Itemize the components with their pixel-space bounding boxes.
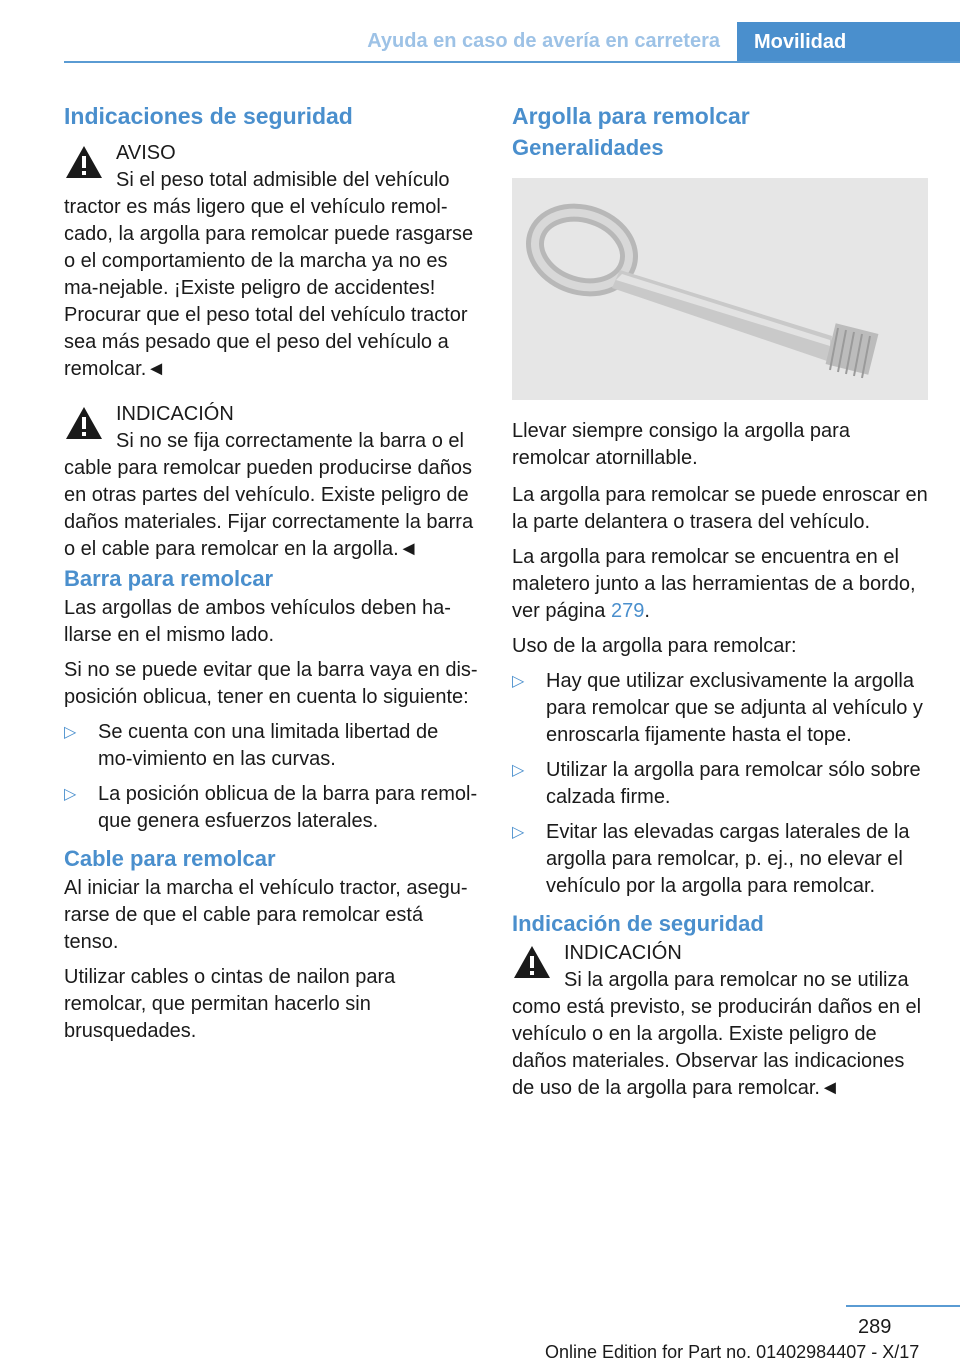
list-item — [512, 757, 930, 811]
tow-hook-illustration — [512, 178, 928, 400]
warning-text: Si no se fija correctamente la barra o el cable para remolcar pueden producirse daños en otras partes del vehículo. Existe peligro de daños materiales. Fijar correctamente la barra o el cable para remolcar en la argolla.◄ — [64, 430, 474, 560]
list-item-text: La posición oblicua de la barra para remol-que genera esfuerzos laterales. — [98, 783, 478, 832]
list-item — [512, 819, 930, 900]
generalidades-paragraph — [512, 544, 930, 625]
tow-hook-image — [512, 178, 928, 400]
triangle-bullet-icon: ▷ — [64, 786, 77, 803]
triangle-bullet-icon: ▷ — [512, 673, 525, 690]
warning-text: Si el peso total admisible del vehículo tractor es más ligero que el vehículo remol-cado, la argolla para remolcar puede rasgarse o el comportamiento de la marcha ya no es ma-nejable. ¡Existe peligro de accidentes! Procurar que el peso total del vehículo tractor sea más pesado que el peso del vehículo a remolcar.◄ — [64, 169, 474, 380]
warning-block-indicacion — [512, 940, 930, 1102]
header-section-title: Ayuda en caso de avería en carretera — [367, 30, 720, 52]
generalidades-heading: Generalidades — [512, 135, 664, 160]
edition-note: Online Edition for Part no. 01402984407 - X/17 — [545, 1342, 920, 1362]
triangle-bullet-icon: ▷ — [64, 724, 77, 741]
warning-label: AVISO — [116, 142, 176, 164]
generalidades-paragraph: Llevar siempre consigo la argolla para remolcar atornillable. — [512, 420, 850, 469]
warning-block-indicacion — [64, 401, 478, 563]
list-item — [512, 668, 930, 749]
list-item-text: Se cuenta con una limitada libertad de mo-vimiento en las curvas. — [98, 721, 439, 770]
cable-paragraph: Utilizar cables o cintas de nailon para remolcar, que permitan hacerlo sin brusquedades. — [64, 966, 396, 1042]
paragraph-text: La argolla para remolcar se encuentra en el maletero junto a las herramientas de a bordo, ver página — [512, 546, 916, 622]
warning-triangle-icon — [64, 144, 104, 180]
cable-heading: Cable para remolcar — [64, 846, 276, 871]
generalidades-paragraph: La argolla para remolcar se puede enroscar en la parte delantera o trasera del vehículo. — [512, 484, 928, 533]
triangle-bullet-icon: ▷ — [512, 824, 525, 841]
warning-block-aviso — [64, 140, 478, 383]
list-item — [64, 781, 478, 835]
warning-text: Si la argolla para remolcar no se utiliza como está previsto, se producirán daños en el vehículo o en la argolla. Existe peligro de daños materiales. Observar las indicaciones de uso de la argolla para remolcar.◄ — [512, 969, 922, 1099]
argolla-heading: Argolla para remolcar — [512, 103, 750, 129]
footer-rule — [846, 1305, 960, 1307]
list-item-text: Evitar las elevadas cargas laterales de la argolla para remolcar, p. ej., no elevar el vehículo por la argolla para remolcar. — [546, 821, 910, 897]
barra-heading: Barra para remolcar — [64, 566, 274, 591]
right-column — [512, 100, 930, 1102]
left-column — [64, 100, 478, 1045]
usage-intro: Uso de la argolla para remolcar: — [512, 635, 797, 657]
header-rule — [64, 61, 960, 63]
list-item-text: Utilizar la argolla para remolcar sólo sobre calzada firme. — [546, 759, 921, 808]
triangle-bullet-icon: ▷ — [512, 762, 525, 779]
safety-note-heading: Indicación de seguridad — [512, 911, 764, 936]
list-item — [64, 719, 478, 773]
warning-triangle-icon — [512, 944, 552, 980]
warning-label: INDICACIÓN — [564, 942, 682, 964]
paragraph-text: . — [644, 600, 650, 622]
usage-bullet-list — [512, 668, 930, 900]
warning-triangle-icon — [64, 405, 104, 441]
warning-label: INDICACIÓN — [116, 403, 234, 425]
list-item-text: Hay que utilizar exclusivamente la argolla para remolcar que se adjunta al vehículo y enroscarla fijamente hasta el tope. — [546, 670, 923, 746]
header-tab — [737, 22, 960, 62]
page-number: 289 — [858, 1316, 892, 1338]
header-tab-label: Movilidad — [754, 30, 847, 53]
barra-bullet-list — [64, 719, 478, 835]
barra-paragraph: Si no se puede evitar que la barra vaya en dis-posición oblicua, tener en cuenta lo siguiente: — [64, 659, 478, 708]
page-reference-link[interactable]: 279 — [610, 600, 645, 622]
cable-paragraph: Al iniciar la marcha el vehículo tractor, asegu-rarse de que el cable para remolcar está tenso. — [64, 877, 468, 953]
barra-paragraph: Las argollas de ambos vehículos deben ha-llarse en el mismo lado. — [64, 597, 451, 646]
safety-heading: Indicaciones de seguridad — [64, 103, 353, 129]
